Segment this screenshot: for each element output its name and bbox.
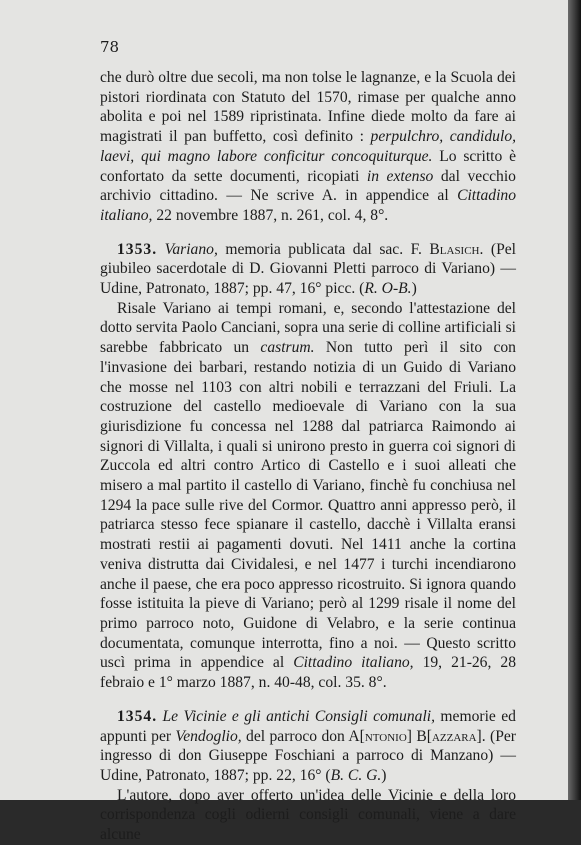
text-run: 22 novembre 1887, n. 261, col. 4, 8°.	[152, 206, 389, 224]
page-number: 78	[100, 38, 120, 56]
author-name-part: azzara	[431, 727, 477, 745]
reviewer-initials: B. C. G.	[330, 766, 382, 784]
text-run: . (Pel giubileo sacerdotale di D. Giovanni Pletti parroco di Variano) — Udine, Patronato, 1887; pp. 47, 16° picc. (	[100, 240, 516, 298]
place-name: Vendoglio,	[175, 727, 242, 745]
text-run: 19, 21-26, 28 febraio e 1° marzo 1887, n. 40-48, col. 35. 8°.	[100, 654, 516, 692]
text-run: dal vecchio archivio cittadino. — Ne scrive A. in appendice al	[100, 167, 516, 205]
text-run: Lo scritto è confortato da sette documenti, ricopiati	[100, 147, 516, 185]
text-run: Non tutto perì il sito con l'invasione dei barbari, restando notizia di un Guido di Variano che mosse nel 1103 con altri nobili e terrazzani del Friuli. La costruzione del castello medioevale di Variano con la sua giurisdizione fu concessa nel 1288 dal patriarca Raimondo ai signori di Villalta, i quali si unirono presto in guerra coi signori di Zuccola ed altri contro Artico di Castello e i suoi alleati che misero a mal partito il castello di Variano, finchè fu conchiusa nel 1294 la pace sulle rive del Cormor. Quattro anni appresso però, il patriarca stesso fece spianare il castello, dacchè i Villalta eransi mostrati restii ai pagamenti dovuti. Nel 1411 anche la cortina veniva distrutta dai Cividalesi, e nel 1477 i turchi incendiarono anche il paese, che era poco appresso ricostruito. Si ignora quando fosse istituita la pieve di Variano; però al 1299 risale il nome del primo parroco noto, Guidone di Velabro, e la serie continua documentata, comunque interrotta, fino a noi. — Questo scritto uscì prima in appendice al	[100, 339, 516, 672]
text-run: che durò oltre due secoli, ma non tolse le lagnanze, e la Scuola dei pistori riordinata con Statuto del 1570, rimase per qualche anno abolita e poi nel 1589 ripristinata. Infine diede molto da fare ai magistrati il pan buffetto, così definito :	[100, 69, 516, 146]
latin-term: castrum.	[260, 339, 315, 357]
paragraph-continuation	[100, 68, 516, 226]
text-run: Risale Variano ai tempi romani, e, secondo l'attestazione del dotto servita Paolo Canciani, sopra una serie di colline artificiali si sarebbe fabbricato un	[100, 299, 516, 357]
journal-title: Cittadino italiano,	[100, 187, 516, 224]
page-body	[100, 68, 516, 845]
entry-title: Le Vicinie e gli antichi Consigli comunali,	[162, 707, 436, 725]
entry-number: 1353.	[117, 240, 158, 258]
entry-title: Variano,	[164, 240, 218, 258]
entry-number: 1354.	[117, 707, 158, 725]
entry-1354-summary: L'autore, dopo aver offerto un'idea delle Vicinie e della loro corrispondenza cogli odierni consigli comunali, viene a dare alcune	[100, 786, 516, 844]
latin-phrase: in extenso	[366, 167, 434, 185]
author-name-part: ntonio	[364, 727, 407, 745]
text-run: ]. (Per ingresso di don Giuseppe Foschiani a parroco di Manzano) — Udine, Patronato, 1887; pp. 22, 16° (	[100, 727, 516, 784]
author-name: Blasich	[429, 240, 480, 258]
text-run: del parroco don A[	[241, 727, 365, 745]
text-run: )	[411, 280, 417, 298]
page-edge-shadow	[568, 0, 581, 800]
text-run: memoria publicata dal sac. F.	[217, 240, 430, 258]
entry-1354-heading	[100, 707, 516, 786]
latin-quote: perpulchro, candidulo, laevi, qui magno labore conficitur concoquiturque.	[100, 128, 517, 165]
text-run: )	[381, 766, 387, 784]
text-run: ] B[	[406, 727, 432, 745]
entry-1353-heading	[100, 240, 516, 299]
reviewer-initials: R. O-B.	[364, 280, 412, 298]
journal-title: Cittadino italiano,	[293, 654, 414, 672]
text-run: memorie ed appunti per	[100, 707, 516, 745]
entry-1353-summary	[100, 299, 516, 693]
